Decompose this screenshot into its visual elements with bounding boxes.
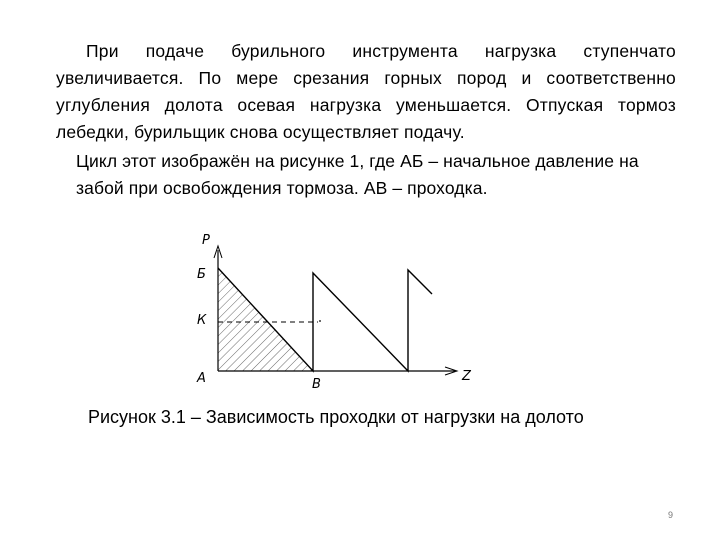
page-number: 9 bbox=[668, 510, 674, 520]
point-b-label: Б bbox=[197, 267, 206, 282]
point-a-label: А bbox=[197, 371, 206, 386]
cycle-description-paragraph: Цикл этот изображён на рисунке 1, где АБ – начальное давление на забой при освобождения тормоза. АВ – проходка. bbox=[76, 151, 639, 198]
intro-paragraph: При подаче бурильного инструмента нагрузка ступенчато увеличивается. По мере срезания горных пород и соответственно углубления долота осевая нагрузка уменьшается. Отпуская тормоз лебедки, бурильщик снова осуществляет подачу. bbox=[56, 41, 676, 142]
x-axis-label: Z bbox=[462, 369, 471, 384]
load-penetration-figure bbox=[190, 228, 490, 398]
y-axis-label: P bbox=[202, 233, 210, 248]
point-v-label: В bbox=[312, 377, 321, 392]
figure-svg bbox=[190, 228, 490, 398]
point-k-label: К bbox=[197, 313, 207, 328]
figure-caption: Рисунок 3.1 – Зависимость проходки от нагрузки на долото bbox=[88, 407, 584, 427]
dashed-level-mark bbox=[319, 320, 321, 322]
